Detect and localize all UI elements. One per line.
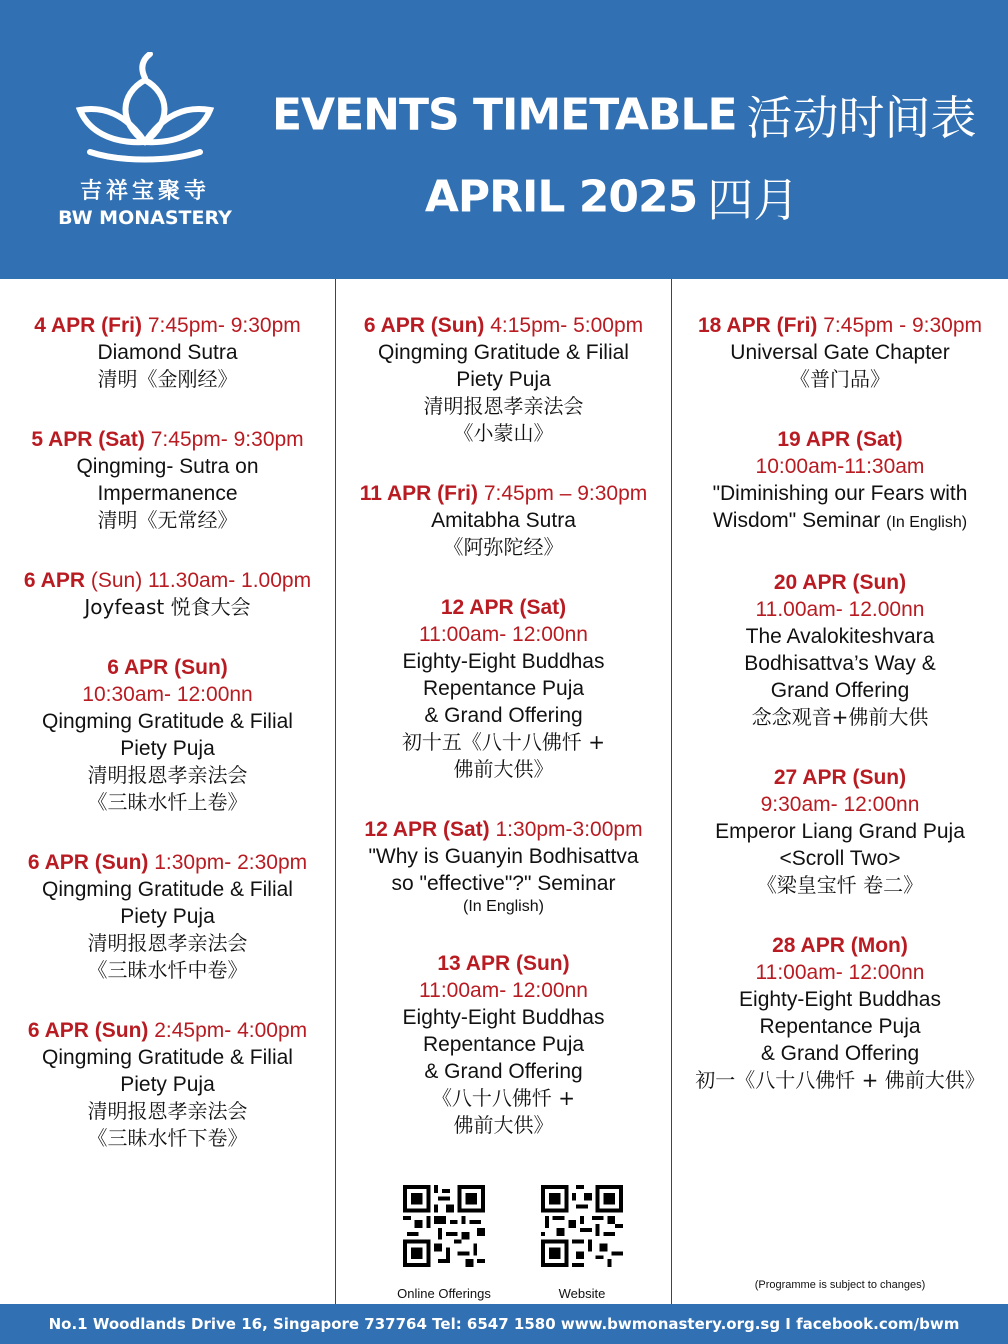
lotus-icon <box>70 52 220 170</box>
event-title: & Grand Offering <box>760 1042 920 1065</box>
event-title-chinese: 佛前大供》 <box>453 757 554 781</box>
page-title <box>272 82 977 148</box>
event-title-chinese: 《小蒙山》 <box>453 421 554 445</box>
event-title-chinese: 《普门品》 <box>790 367 890 391</box>
event-card <box>4 567 331 621</box>
event-time: 7:45pm – 9:30pm <box>483 482 648 505</box>
event-card <box>676 426 1004 536</box>
event-card <box>4 849 331 984</box>
title-chinese: 活动时间表 <box>746 91 977 145</box>
event-card <box>4 1017 331 1152</box>
event-date: 19 APR (Sat) <box>777 428 903 451</box>
event-time: 7:45pm- 9:30pm <box>150 428 304 451</box>
event-title: The Avalokiteshvara <box>745 625 935 648</box>
event-time: 4:15pm- 5:00pm <box>490 314 644 337</box>
event-title-chinese: 《梁皇宝忏 卷二》 <box>756 873 924 897</box>
event-title: Qingming Gratitude & Filial <box>42 878 293 901</box>
event-card <box>340 594 667 783</box>
event-time: 10:00am-11:30am <box>755 455 925 478</box>
event-date: 6 APR (Sun) <box>27 851 149 874</box>
event-card <box>4 312 331 393</box>
event-title: Piety Puja <box>456 368 551 391</box>
event-title: so "effective"?" Seminar <box>391 872 616 895</box>
event-time: 1:30pm- 2:30pm <box>154 851 308 874</box>
event-title: "Why is Guanyin Bodhisattva <box>368 845 639 868</box>
event-title: Grand Offering <box>770 679 910 702</box>
event-title-chinese: 《三昧水忏下卷》 <box>87 1126 248 1150</box>
logo-english-name: BW MONASTERY <box>58 207 232 229</box>
event-title: "Diminishing our Fears with <box>712 482 968 505</box>
event-time: 11:00am- 12:00nn <box>755 961 925 984</box>
event-title: Repentance Puja <box>422 677 585 700</box>
event-date: 20 APR (Sun) <box>773 571 907 594</box>
events-columns <box>0 279 1008 1304</box>
event-title: Piety Puja <box>120 737 215 760</box>
event-title-chinese: 清明报恩孝亲法会 <box>87 1099 248 1123</box>
event-title: Impermanence <box>97 482 238 505</box>
qr-code-icon <box>403 1185 485 1267</box>
event-date: 5 APR (Sat) <box>31 428 145 451</box>
event-time: 2:45pm- 4:00pm <box>154 1019 308 1042</box>
event-date: 11 APR (Fri) <box>359 482 478 505</box>
event-title-chinese: 初十五《八十八佛忏 + <box>401 730 606 754</box>
event-title: Joyfeast 悦食大会 <box>84 595 251 619</box>
event-card <box>340 950 667 1139</box>
event-title: Universal Gate Chapter <box>730 341 950 364</box>
event-time: 7:45pm - 9:30pm <box>823 314 983 337</box>
event-time: 9:30am- 12:00nn <box>760 793 920 816</box>
event-time: 7:45pm- 9:30pm <box>147 314 301 337</box>
title-english: EVENTS TIMETABLE <box>272 89 737 141</box>
event-card <box>340 480 667 561</box>
month-english: APRIL 2025 <box>424 171 698 223</box>
event-title: Diamond Sutra <box>97 341 238 364</box>
event-title: Qingming Gratitude & Filial <box>378 341 629 364</box>
event-date: 18 APR (Fri) <box>697 314 818 337</box>
event-date: 6 APR (Sun) <box>363 314 485 337</box>
event-card <box>676 764 1004 899</box>
month-chinese: 四月 <box>707 173 800 227</box>
event-date: 13 APR (Sun) <box>437 952 570 975</box>
event-card <box>340 312 667 447</box>
qr-online-offerings[interactable] <box>374 1185 514 1301</box>
event-title: Qingming Gratitude & Filial <box>42 1046 293 1069</box>
event-card <box>340 816 667 917</box>
event-title-chinese: 初一《八十八佛忏 + 佛前大供》 <box>695 1068 985 1092</box>
page-subtitle-month <box>272 164 952 230</box>
event-title: Eighty-Eight Buddhas <box>739 988 941 1011</box>
event-title: Repentance Puja <box>759 1015 921 1038</box>
event-title: & Grand Offering <box>424 1060 583 1083</box>
event-date: 28 APR (Mon) <box>772 934 908 957</box>
qr-code-icon <box>541 1185 623 1267</box>
event-title-chinese: 清明报恩孝亲法会 <box>423 394 584 418</box>
monastery-logo <box>40 52 250 232</box>
event-title: Piety Puja <box>120 1073 215 1096</box>
qr-label: Online Offerings <box>397 1286 491 1301</box>
event-title-chinese: 《阿弥陀经》 <box>443 535 564 559</box>
event-date: 4 APR (Fri) <box>34 314 142 337</box>
event-title: Amitabha Sutra <box>431 509 576 532</box>
event-title: Emperor Liang Grand Puja <box>715 820 965 843</box>
qr-label: Website <box>558 1286 606 1301</box>
event-card <box>4 654 331 816</box>
event-card <box>676 569 1004 731</box>
event-time: 11:00am- 12:00nn <box>419 979 588 1002</box>
event-card <box>676 312 1004 393</box>
event-date: 6 APR <box>23 569 85 592</box>
event-title-chinese: 清明报恩孝亲法会 <box>87 763 248 787</box>
event-title: Piety Puja <box>120 905 215 928</box>
header-banner <box>0 0 1008 279</box>
event-title: Qingming Gratitude & Filial <box>42 710 293 733</box>
footer-contact: No.1 Woodlands Drive 16, Singapore 737764 Tel: 6547 1580 www.bwmonastery.org.sg I facebook.com/bwm <box>0 1304 1008 1344</box>
event-title: Wisdom" Seminar <box>712 509 881 532</box>
event-time: 1:30pm-3:00pm <box>495 818 643 841</box>
event-title-chinese: 佛前大供》 <box>453 1113 554 1137</box>
event-date: 6 APR (Sun) <box>107 656 228 679</box>
event-title: Bodhisattva’s Way & <box>744 652 936 675</box>
programme-note: (Programme is subject to changes) <box>754 1279 926 1291</box>
event-date: 6 APR (Sun) <box>27 1019 149 1042</box>
column-2 <box>336 279 672 1304</box>
event-title: Eighty-Eight Buddhas <box>402 650 605 673</box>
event-title: <Scroll Two> <box>779 847 901 870</box>
event-title: Eighty-Eight Buddhas <box>402 1006 605 1029</box>
event-title-chinese: 《三昧水忏中卷》 <box>87 958 248 982</box>
event-title-chinese: 清明报恩孝亲法会 <box>87 931 248 955</box>
event-title-chinese: 《八十八佛忏 + <box>431 1086 576 1110</box>
logo-chinese-name: 吉祥宝聚寺 <box>79 179 210 204</box>
column-1 <box>0 279 336 1304</box>
event-card <box>676 932 1004 1094</box>
event-language-note: (In English) <box>886 514 968 531</box>
event-date: 12 APR (Sat) <box>364 818 490 841</box>
event-title-chinese: 《三昧水忏上卷》 <box>87 790 248 814</box>
event-title: Qingming- Sutra on <box>76 455 259 478</box>
event-date: 12 APR (Sat) <box>440 596 567 619</box>
event-time: 11:00am- 12:00nn <box>419 623 588 646</box>
qr-website[interactable] <box>512 1185 652 1301</box>
column-3 <box>672 279 1008 1304</box>
event-time: 10:30am- 12:00nn <box>82 683 253 706</box>
event-title: & Grand Offering <box>424 704 583 727</box>
event-title-chinese: 念念观音+佛前大供 <box>751 705 929 729</box>
event-title-chinese: 清明《金刚经》 <box>97 367 238 391</box>
event-time: 11.00am- 12.00nn <box>755 598 925 621</box>
event-title: Repentance Puja <box>422 1033 585 1056</box>
event-title-chinese: 清明《无常经》 <box>97 508 238 532</box>
event-date: 27 APR (Sun) <box>773 766 907 789</box>
event-card <box>4 426 331 534</box>
event-language-note: (In English) <box>463 898 544 915</box>
event-time: (Sun) 11.30am- 1.00pm <box>90 569 312 592</box>
